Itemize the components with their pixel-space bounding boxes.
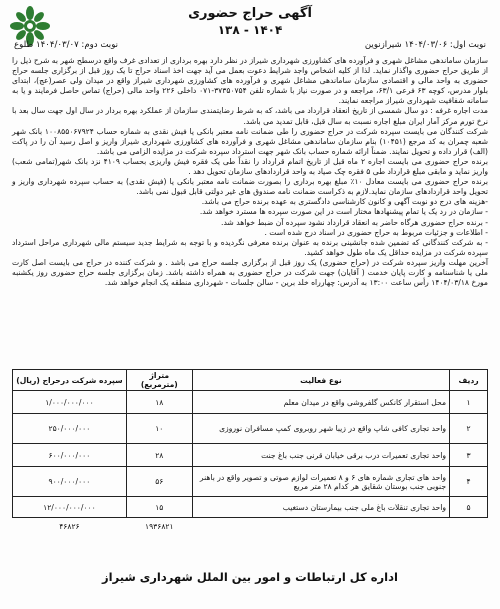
activity-type: محل استقرار کانکس گلفروشی واقع در میدان معلم xyxy=(192,391,449,414)
table-header-row xyxy=(13,370,488,391)
auction-items-table xyxy=(12,369,488,534)
body-paragraph: - سازمان در رد یک یا تمام پیشنهادها مختار است در این صورت سپرده ها مسترد خواهد شد. xyxy=(199,207,488,217)
activity-type: واحد های تجاری شماره های ۶ و ۸ تعمیرات لوازم صوتی و تصویر واقع در باهنر جنوبی جنب بوستان شقایق هر کدام ۲۸ متر مربع xyxy=(192,467,449,497)
column-header: متراژ (مترمربع) xyxy=(126,370,192,391)
total-value: ۴۶۸۲۶ xyxy=(59,521,80,531)
deposit-amount: ۱۲/۰۰۰/۰۰۰/۰۰۰ xyxy=(13,497,127,518)
activity-type: واحد تجاری تنقلات باغ ملی جنب بیمارستان دستغیب xyxy=(192,497,449,518)
second-publication: نوبت دوم: ۱۴۰۴/۰۳/۰۷ طلوع xyxy=(14,40,119,50)
row-number: ۳ xyxy=(450,444,488,467)
total-value: ۱۹۳۶۸۲۱ xyxy=(145,521,174,531)
area-sqm: ۱۵ xyxy=(126,497,192,518)
notice-body xyxy=(12,56,488,288)
area-sqm: ۱۰ xyxy=(126,414,192,444)
column-header: سپرده شرکت درحراج (ریال) xyxy=(13,370,127,391)
body-paragraph: - اطلاعات و جزئیات مربوط به حراج حضوری در اسناد درج شده است . xyxy=(264,227,488,237)
body-paragraph: - برنده حراج حضوری هرگاه حاضر به انعقاد قرارداد نشود سپرده آن ضبط خواهد شد. xyxy=(221,217,488,227)
row-number: ۲ xyxy=(450,414,488,444)
body-paragraph: سازمان ساماندهی مشاغل شهری و فرآورده های کشاورزی شهرداری شیراز در نظر دارد بهره برداری از تعدادی غرف واقع درسطح شهر به شرح ذیل را از طریق حراج حضوری واگذار نماید. لذا از کلیه اشخاص واجد شرایط دعوت بعمل می آید جهت اخذ اسناد حراج تا یک روز قبل از برگزاری جلسه حراج حضوری به واحد مالی و اقتصادی سازمان ساماندهی مشاغل شهری و فرآورده های کشاورزی شهرداری شیراز واقع در میدان ولی عصر(عج)، ابتدای بلوار مدرس، کوچه ۶۳ فرعی ۶۳/۱، مراجعه و در صورت نیاز با شماره تلفن ۳۷۳۵۰۷۵۴-۰۷۱ داخلی ۲۲۶ واحد مالی (حراج) تماس حاصل فرمایند و یا به سامانه شفافیت شهرداری شیراز مراجعه نمایند. xyxy=(12,56,488,106)
publication-info xyxy=(14,40,486,54)
column-header: نوع فعالیت xyxy=(192,370,449,391)
deposit-amount: ۹۰۰/۰۰۰/۰۰۰ xyxy=(13,467,127,497)
row-number: ۵ xyxy=(450,497,488,518)
body-paragraph: - به شرکت کنندگانی که تضمین شده جانشینی برنده به عنوان برنده معرفی نگردیده و با توجه به شرایط جدید سیستم مالی شهرداری مراحل استرداد سپرده شرکت در مزایده حداقل یک ماه طول خواهد کشید. xyxy=(12,237,488,257)
body-paragraph: -هزینه های درج دو نوبت آگهی و کانون کارشناسی دادگستری به عهده برنده حراج می باشد. xyxy=(201,197,488,207)
table-row xyxy=(13,391,488,414)
body-paragraph: شرکت کنندگان می بایست سپرده شرکت در حراج حضوری را طی ضمانت نامه معتبر بانکی یا فیش نقدی به شماره حساب ۱۰۰۸۵۵۰۶۷۹۲۴ بانک شهر شعبه چمران به کد مرجع (۱۰۴۵۱) بنام سازمان ساماندهی مشاغل شهری و فرآورده های کشاورزی شهرداری شیراز واریز و اصل رسید آن را در پاکت (الف) قرار داده و تحویل نمایند. ضمناً ارائه شماره حساب بانک شهر جهت استرداد سپرده شرکت در مزایده الزامی می باشد. xyxy=(12,126,488,156)
column-header: ردیف xyxy=(450,370,488,391)
deposit-amount: ۲۵۰/۰۰۰/۰۰۰ xyxy=(13,414,127,444)
row-number: ۴ xyxy=(450,467,488,497)
body-paragraph: مدت اجاره غرفه : دو سال شمسی از تاریخ انعقاد قرارداد می باشد، که به شرط رضایتمندی سازمان از عملکرد بهره بردار در سال اول جهت سال بعد با نرخ تورم مرکز آمار ایران مبلغ اجاره نسبت به سال قبل، قابل تمدید می باشد. xyxy=(12,106,488,126)
body-paragraph: برنده حراج حضوری می بایست معادل ۱۰٪ مبلغ بهره برداری را بصورت ضمانت نامه معتبر بانکی یا (فیش نقدی) به حساب سپرده شهرداری واریز و تحویل واحد قراردادهای سازمان نماید.لازم به ذکراست ضمانت نامه صندوق های غیر دولتی قابل قبول نمی باشد. xyxy=(12,177,489,197)
table-row xyxy=(13,467,488,497)
activity-type: واحد تجاری کافی شاپ واقع در زیبا شهر روبروی کمپ مسافران نوروزی xyxy=(192,414,449,444)
activity-type: واحد تجاری تعمیرات درب برقی خیابان قرنی جنب باغ جنت xyxy=(192,444,449,467)
body-paragraph: برنده حراج حضوری می بایست اجاره ۲ ماه قبل از تاریخ اتمام قرارداد را نقداً طی یک فقره فیش واریزی بحساب ۴۱۰۹ نزد بانک شهر(تمامی شعب) واریز نماید و مابقی مبلغ قرارداد طی ۵ فقره چک صیاد به واحد قراردادهای سازمان تحویل دهد . xyxy=(12,156,488,177)
deposit-amount: ۶۰۰/۰۰۰/۰۰۰ xyxy=(13,444,127,467)
page-title: آگهی حراج حضوری xyxy=(188,6,312,21)
area-sqm: ۵۶ xyxy=(126,467,192,497)
issuer-footer: اداره کل ارتباطات و امور بین الملل شهرداری شیراز xyxy=(102,570,398,584)
row-number: ۱ xyxy=(450,391,488,414)
notice-number: ۱۳۸ - ۱۴۰۴ xyxy=(217,23,283,37)
table-row xyxy=(13,497,488,518)
deposit-amount: ۱/۰۰۰/۰۰۰/۰۰۰ xyxy=(13,391,127,414)
first-publication: نوبت اول: ۱۴۰۴/۰۳/۰۶ شیرازنوین xyxy=(364,40,486,50)
area-sqm: ۲۸ xyxy=(126,444,192,467)
body-paragraph: آخرین مهلت واریز سپرده شرکت در (حراج حضوری) یک روز قبل از برگزاری جلسه حراج می باشد . و شرکت کننده در حراج می بایست اصل کارت ملی یا شناسنامه و کارت پایان خدمت ( آقایان) جهت شرکت در حراج حضوری به همراه داشته باشد. زمان برگزاری جلسه حراج حضوری روز یکشنبه مورخ ۱۴۰۴/۰۳/۱۸ رأس ساعت ۱۳:۰۰ به آدرس: چهارراه خلد برین - سالن جلسات - شهرداری منطقه یک انجام خواهد شد. xyxy=(12,257,488,288)
area-sqm: ۱۸ xyxy=(126,391,192,414)
table-row xyxy=(13,414,488,444)
table-totals-row xyxy=(13,518,488,535)
table-row xyxy=(13,444,488,467)
